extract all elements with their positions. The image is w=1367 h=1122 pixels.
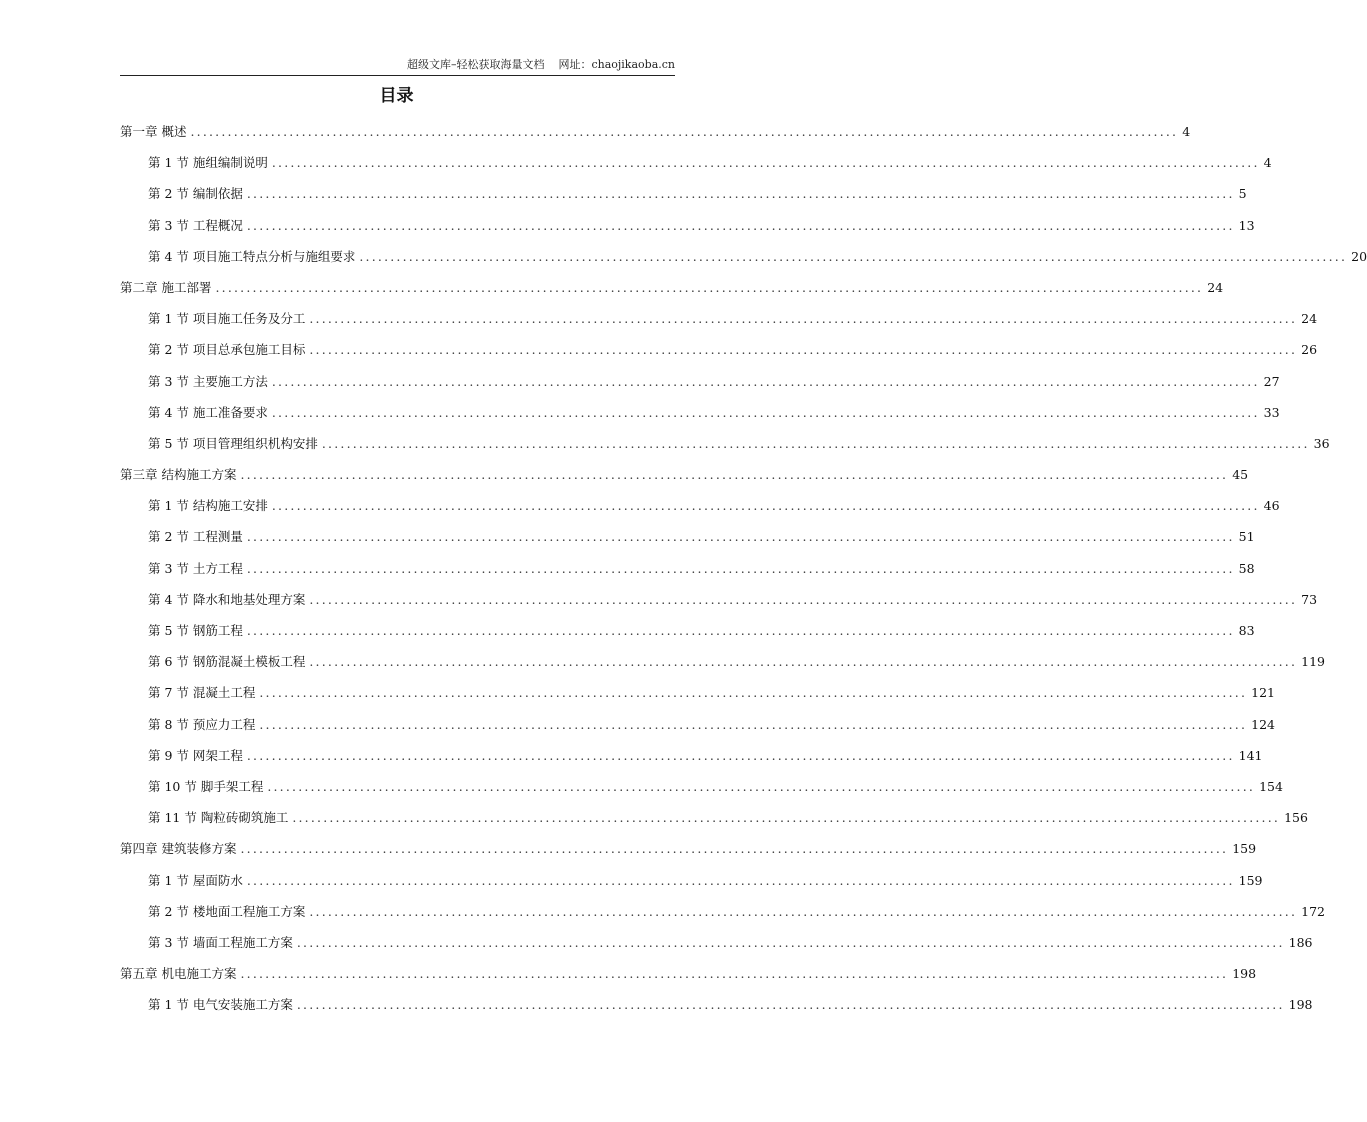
toc-page-number: 198	[1232, 966, 1257, 982]
toc-section-entry[interactable]	[120, 308, 1318, 339]
toc-dot-leader: ................................................................................................................................................................	[292, 810, 1281, 826]
toc-entry-label: 第 11 节 陶粒砖砌筑施工	[148, 810, 289, 826]
toc-entry-label: 第 3 节 土方工程	[148, 560, 243, 576]
toc-entry-label: 第五章 机电施工方案	[120, 966, 237, 982]
toc-entry-label: 第 10 节 脚手架工程	[148, 778, 264, 794]
toc-page-number: 24	[1207, 279, 1224, 295]
toc-section-entry[interactable]	[120, 745, 1263, 776]
toc-entry-label: 第 1 节 结构施工安排	[148, 498, 268, 514]
header-site-text: 超级文库–轻松获取海量文档	[406, 58, 545, 71]
toc-section-entry[interactable]	[120, 651, 1325, 682]
toc-dot-leader: ................................................................................................................................................................	[309, 342, 1298, 358]
toc-section-entry[interactable]	[120, 901, 1325, 932]
toc-section-entry[interactable]	[120, 246, 1367, 277]
toc-dot-leader: ................................................................................................................................................................	[296, 934, 1285, 950]
toc-dot-leader: ................................................................................................................................................................	[309, 311, 1298, 327]
toc-section-entry[interactable]	[120, 994, 1313, 1025]
toc-dot-leader: ................................................................................................................................................................	[240, 966, 1229, 982]
toc-page-number: 83	[1238, 623, 1255, 638]
toc-entry-label: 第 5 节 钢筋工程	[148, 623, 243, 638]
toc-entry-label: 第 8 节 预应力工程	[148, 716, 256, 732]
toc-section-entry[interactable]	[120, 620, 1255, 651]
toc-page-number: 36	[1313, 435, 1330, 451]
toc-dot-leader: ................................................................................................................................................................	[240, 467, 1229, 483]
toc-dot-leader: ................................................................................................................................................................	[246, 872, 1235, 888]
toc-entry-label: 第 2 节 编制依据	[148, 186, 243, 202]
toc-section-entry[interactable]	[120, 589, 1318, 620]
toc-page-number: 33	[1263, 404, 1280, 420]
toc-entry-label: 第 6 节 钢筋混凝土模板工程	[148, 654, 306, 670]
toc-chapter-entry[interactable]	[120, 277, 1224, 308]
toc-dot-leader: ................................................................................................................................................................	[267, 778, 1256, 794]
toc-dot-leader: ................................................................................................................................................................	[271, 373, 1260, 389]
toc-entry-label: 第 2 节 楼地面工程施工方案	[148, 903, 306, 919]
toc-dot-leader: ................................................................................................................................................................	[309, 591, 1298, 607]
toc-entry-label: 第 4 节 施工准备要求	[148, 404, 268, 420]
toc-title: 目录	[379, 86, 414, 106]
toc-page-number: 26	[1301, 342, 1318, 358]
toc-section-entry[interactable]	[120, 776, 1283, 807]
toc-section-entry[interactable]	[120, 526, 1255, 557]
toc-dot-leader: ................................................................................................................................................................	[359, 248, 1348, 264]
toc-page-number: 46	[1263, 498, 1280, 514]
toc-dot-leader: ................................................................................................................................................................	[246, 217, 1235, 233]
toc-page-number: 20	[1351, 248, 1367, 264]
toc-entry-label: 第 2 节 工程测量	[148, 529, 243, 545]
toc-dot-leader: ................................................................................................................................................................	[309, 654, 1298, 670]
toc-dot-leader: ................................................................................................................................................................	[240, 841, 1229, 857]
toc-section-entry[interactable]	[120, 215, 1255, 246]
toc-entry-label: 第 1 节 施组编制说明	[148, 155, 268, 171]
toc-page-number: 121	[1251, 685, 1275, 701]
toc-section-entry[interactable]	[120, 495, 1280, 526]
toc-page-number: 27	[1263, 373, 1280, 389]
toc-entry-label: 第 4 节 项目施工特点分析与施组要求	[148, 248, 356, 264]
toc-entry-label: 第三章 结构施工方案	[120, 467, 237, 483]
toc-section-entry[interactable]	[120, 870, 1263, 901]
toc-entry-label: 第 7 节 混凝土工程	[148, 685, 256, 701]
toc-section-entry[interactable]	[120, 433, 1330, 464]
toc-chapter-entry[interactable]	[120, 464, 1249, 495]
toc-entry-label: 第 5 节 项目管理组织机构安排	[148, 435, 318, 451]
toc-entry-label: 第一章 概述	[120, 124, 187, 139]
toc-section-entry[interactable]	[120, 152, 1272, 183]
toc-page-number: 73	[1301, 591, 1318, 607]
toc-section-entry[interactable]	[120, 371, 1280, 402]
header-url-link[interactable]: 网址：chaojikaoba.cn	[558, 58, 675, 71]
toc-entry-label: 第 3 节 主要施工方法	[148, 373, 268, 389]
page-header	[120, 58, 675, 76]
toc-page-number: 13	[1238, 217, 1255, 233]
toc-dot-leader: ................................................................................................................................................................	[271, 498, 1260, 514]
toc-section-entry[interactable]	[120, 402, 1280, 433]
toc-page-number: 58	[1238, 560, 1255, 576]
toc-dot-leader: ................................................................................................................................................................	[271, 404, 1260, 420]
table-of-contents	[120, 121, 1367, 1025]
toc-entry-label: 第二章 施工部署	[120, 279, 212, 295]
toc-page-number: 4	[1263, 155, 1272, 171]
toc-page-number: 24	[1301, 311, 1318, 327]
toc-page-number: 141	[1238, 747, 1263, 763]
toc-page-number: 4	[1182, 124, 1191, 139]
toc-entry-label: 第 4 节 降水和地基处理方案	[148, 591, 306, 607]
toc-dot-leader: ................................................................................................................................................................	[246, 623, 1235, 638]
toc-dot-leader: ................................................................................................................................................................	[215, 279, 1204, 295]
toc-page-number: 154	[1259, 778, 1283, 794]
toc-entry-label: 第 2 节 项目总承包施工目标	[148, 342, 306, 358]
toc-chapter-entry[interactable]	[120, 121, 1191, 152]
toc-page-number: 45	[1232, 467, 1249, 483]
toc-section-entry[interactable]	[120, 339, 1318, 370]
toc-section-entry[interactable]	[120, 932, 1313, 963]
toc-dot-leader: ................................................................................................................................................................	[246, 560, 1235, 576]
toc-page-number: 159	[1232, 841, 1257, 857]
toc-page-number: 51	[1238, 529, 1255, 545]
toc-chapter-entry[interactable]	[120, 963, 1257, 994]
toc-dot-leader: ................................................................................................................................................................	[271, 155, 1260, 171]
toc-section-entry[interactable]	[120, 558, 1255, 589]
toc-entry-label: 第 3 节 墙面工程施工方案	[148, 934, 293, 950]
toc-page-number: 119	[1301, 654, 1325, 670]
toc-dot-leader: ................................................................................................................................................................	[246, 186, 1235, 202]
toc-section-entry[interactable]	[120, 183, 1247, 214]
toc-entry-label: 第四章 建筑装修方案	[120, 841, 237, 857]
toc-page-number: 156	[1284, 810, 1308, 826]
toc-page-number: 5	[1238, 186, 1247, 202]
toc-section-entry[interactable]	[120, 807, 1308, 838]
toc-page-number: 186	[1288, 934, 1313, 950]
toc-entry-label: 第 1 节 电气安装施工方案	[148, 997, 293, 1013]
toc-chapter-entry[interactable]	[120, 838, 1257, 869]
toc-entry-label: 第 9 节 网架工程	[148, 747, 243, 763]
toc-section-entry[interactable]	[120, 682, 1275, 713]
toc-dot-leader: ................................................................................................................................................................	[259, 716, 1248, 732]
toc-entry-label: 第 1 节 屋面防水	[148, 872, 243, 888]
toc-dot-leader: ................................................................................................................................................................	[296, 997, 1285, 1013]
toc-dot-leader: ................................................................................................................................................................	[190, 124, 1179, 139]
toc-dot-leader: ................................................................................................................................................................	[309, 903, 1298, 919]
toc-entry-label: 第 3 节 工程概况	[148, 217, 243, 233]
toc-page-number: 159	[1238, 872, 1263, 888]
toc-dot-leader: ................................................................................................................................................................	[321, 435, 1310, 451]
toc-page-number: 124	[1251, 716, 1275, 732]
toc-dot-leader: ................................................................................................................................................................	[246, 747, 1235, 763]
toc-page-number: 172	[1301, 903, 1325, 919]
toc-dot-leader: ................................................................................................................................................................	[246, 529, 1235, 545]
toc-entry-label: 第 1 节 项目施工任务及分工	[148, 311, 306, 327]
toc-section-entry[interactable]	[120, 714, 1275, 745]
toc-dot-leader: ................................................................................................................................................................	[259, 685, 1248, 701]
toc-page-number: 198	[1288, 997, 1313, 1013]
